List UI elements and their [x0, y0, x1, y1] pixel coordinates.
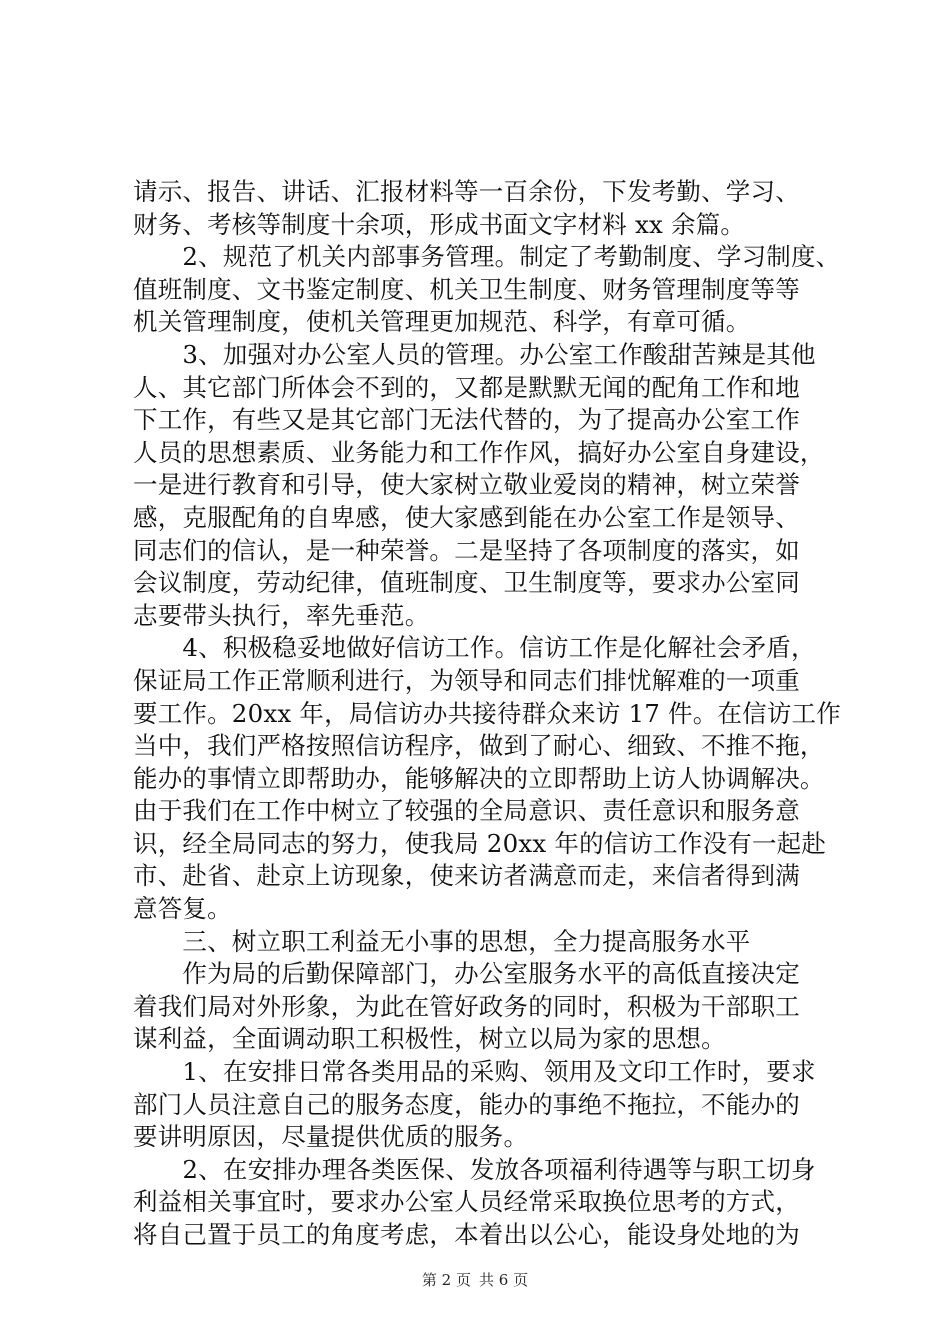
text-line: 下工作，有些又是其它部门无法代替的，为了提高办公室工作: [133, 405, 800, 435]
text-line: 由于我们在工作中树立了较强的全局意识、责任意识和服务意: [133, 796, 800, 826]
section-heading: 三、树立职工利益无小事的思想，全力提高服务水平: [133, 926, 751, 956]
text-line: 机关管理制度，使机关管理更加规范、科学，有章可循。: [133, 307, 751, 337]
text-line: 3、加强对办公室人员的管理。办公室工作酸甜苦辣是其他: [133, 339, 816, 369]
text-line: 人员的思想素质、业务能力和工作作风，搞好办公室自身建设，: [133, 437, 825, 467]
text-line: 要讲明原因，尽量提供优质的服务。: [133, 1122, 529, 1152]
text-line: 当中，我们严格按照信访程序，做到了耐心、细致、不推不拖，: [133, 731, 825, 761]
text-line: 4、积极稳妥地做好信访工作。信访工作是化解社会矛盾，: [133, 633, 816, 663]
text-line: 意答复。: [133, 894, 232, 924]
page-footer: [0, 1269, 950, 1290]
text-line: 1、在安排日常各类用品的采购、领用及文印工作时，要求: [133, 1057, 816, 1087]
body-text: [133, 176, 841, 1252]
text-line: 着我们局对外形象，为此在管好政务的同时，积极为干部职工: [133, 991, 800, 1021]
text-line: 人、其它部门所体会不到的，又都是默默无闻的配角工作和地: [133, 372, 800, 402]
text-line: 2、在安排办理各类医保、发放各项福利待遇等与职工切身: [133, 1154, 816, 1184]
text-line: 一是进行教育和引导，使大家树立敬业爱岗的精神，树立荣誉: [133, 470, 800, 500]
text-line: 利益相关事宜时，要求办公室人员经常采取换位思考的方式，: [133, 1187, 800, 1217]
text-line: 部门人员注意自己的服务态度，能办的事绝不拖拉，不能办的: [133, 1089, 800, 1119]
text-line: 财务、考核等制度十余项，形成书面文字材料 xx 余篇。: [133, 209, 746, 239]
page-number: 第 2 页: [421, 1271, 471, 1289]
text-line: 将自己置于员工的角度考虑，本着出以公心，能设身处地的为: [133, 1220, 800, 1249]
text-line: 值班制度、文书鉴定制度、机关卫生制度、财务管理制度等等: [133, 274, 800, 304]
text-line: 能办的事情立即帮助办，能够解决的立即帮助上访人协调解决。: [133, 763, 825, 793]
text-line: 2、规范了机关内部事务管理。制定了考勤制度、学习制度、: [133, 242, 841, 272]
text-line: 保证局工作正常顺利进行，为领导和同志们排忧解难的一项重: [133, 665, 800, 695]
text-line: 同志们的信认，是一种荣誉。二是坚持了各项制度的落实，如: [133, 535, 800, 565]
text-line: 要工作。20xx 年，局信访办共接待群众来访 17 件。在信访工作: [133, 698, 841, 728]
text-line: 会议制度，劳动纪律，值班制度、卫生制度等，要求办公室同: [133, 568, 800, 598]
text-line: 请示、报告、讲话、汇报材料等一百余份，下发考勤、学习、: [133, 177, 800, 206]
text-line: 谋利益，全面调动职工积极性，树立以局为家的思想。: [133, 1024, 726, 1054]
text-line: 市、赴省、赴京上访现象，使来访者满意而走，来信者得到满: [133, 861, 800, 891]
page-total: 共 6 页: [479, 1271, 529, 1289]
text-line: 感，克服配角的自卑感，使大家感到能在办公室工作是领导、: [133, 502, 800, 532]
text-line: 识，经全局同志的努力，使我局 20xx 年的信访工作没有一起赴: [133, 828, 827, 858]
text-line: 作为局的后勤保障部门，办公室服务水平的高低直接决定: [133, 959, 800, 989]
text-line: 志要带头执行，率先垂范。: [133, 600, 430, 630]
